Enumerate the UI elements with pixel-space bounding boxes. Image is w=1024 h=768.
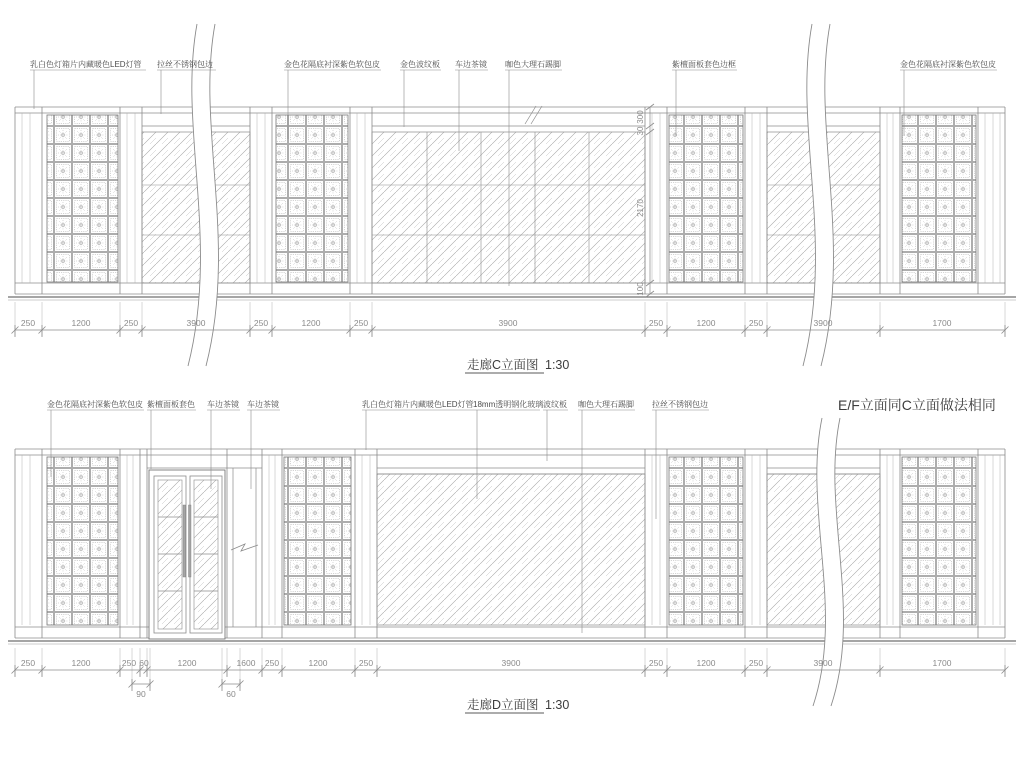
- section-title-scale: 1:30: [545, 358, 570, 372]
- dim-label: 1200: [308, 658, 328, 668]
- callout-label: 紫檀面板套色边框: [672, 60, 736, 69]
- callout-label: 乳白色灯箱片内藏暖色LED灯管: [30, 60, 142, 69]
- note-ef-elevation: E/F立面同C立面做法相同: [838, 397, 996, 413]
- dim-label: 3900: [498, 318, 518, 328]
- top-elevation-drawing: [8, 24, 1016, 373]
- dim-label: 3900: [813, 658, 833, 668]
- vdim-label: 300: [636, 110, 645, 124]
- mirror-glass-sections-top: [142, 106, 880, 283]
- door-handle: [189, 505, 192, 577]
- dim-label: 1200: [696, 318, 716, 328]
- sidelight-panel: [231, 468, 258, 627]
- bottom-title: [465, 697, 569, 713]
- dim-label: 1700: [932, 318, 952, 328]
- callout-label: 咖色大理石踢脚: [578, 400, 634, 409]
- dim-label: 3900: [501, 658, 521, 668]
- callout-label: 车边茶镜: [247, 400, 279, 409]
- dim-label: 1200: [71, 658, 91, 668]
- callout-label: 金色花隔底衬深紫色软包皮: [284, 60, 380, 69]
- section-title: 走廊C立面图: [467, 358, 539, 372]
- dim-label: 250: [253, 318, 269, 328]
- dim-label: 250: [264, 658, 280, 668]
- bottom-elevation-drawing: [8, 397, 1016, 713]
- vdim-label: 100: [636, 282, 645, 296]
- dim-label: 1700: [932, 658, 952, 668]
- callout-label: 乳白色灯箱片内藏暖色LED灯管: [362, 400, 474, 409]
- dim-label: 1200: [301, 318, 321, 328]
- callout-label: 金色花隔底衬深紫色软包皮: [900, 60, 996, 69]
- dim-label: 3900: [186, 318, 206, 328]
- vdim-label: 30: [636, 126, 645, 136]
- dim-label: 1200: [71, 318, 91, 328]
- glass-sections-bottom: [377, 474, 880, 625]
- callout-label: 车边茶镜: [207, 400, 239, 409]
- dim-label: 250: [358, 658, 374, 668]
- sub-dim-label: 90: [136, 689, 146, 699]
- section-title: 走廊D立面图: [467, 698, 539, 712]
- dim-label: 1600: [236, 658, 256, 668]
- dim-label: 1200: [696, 658, 716, 668]
- dim-label: 250: [20, 658, 36, 668]
- callout-label: 金色花隔底衬深紫色软包皮: [47, 400, 143, 409]
- callout-label: 金色波纹板: [400, 60, 440, 69]
- bottom-dimension-row: [12, 648, 1009, 699]
- callout-label: 紫檀面板套色: [147, 400, 195, 409]
- dim-label: 60: [139, 658, 149, 668]
- top-title: [465, 357, 569, 373]
- callout-label: 拉丝不锈钢包边: [157, 60, 213, 69]
- dim-label: 250: [748, 318, 764, 328]
- dim-label: 250: [748, 658, 764, 668]
- callout-label: 咖色大理石踢脚: [505, 60, 561, 69]
- callout-label: 车边茶镜: [455, 60, 487, 69]
- callout-label: 18mm透明钢化玻璃: [473, 400, 544, 409]
- sub-dim-label: 60: [226, 689, 236, 699]
- vdim-label: 2170: [636, 199, 645, 217]
- dim-label: 250: [353, 318, 369, 328]
- dim-label: 1200: [177, 658, 197, 668]
- dim-label: 3900: [813, 318, 833, 328]
- callout-label: 波纹板: [543, 400, 567, 409]
- dim-label: 250: [121, 658, 137, 668]
- section-title-scale: 1:30: [545, 698, 570, 712]
- double-glass-door: [149, 470, 225, 639]
- door-handle: [183, 505, 186, 577]
- dim-label: 250: [648, 318, 664, 328]
- dim-label: 250: [648, 658, 664, 668]
- callout-label: 拉丝不锈钢包边: [652, 400, 708, 409]
- dim-label: 250: [123, 318, 139, 328]
- top-dimension-row: [12, 302, 1009, 337]
- dim-label: 250: [20, 318, 36, 328]
